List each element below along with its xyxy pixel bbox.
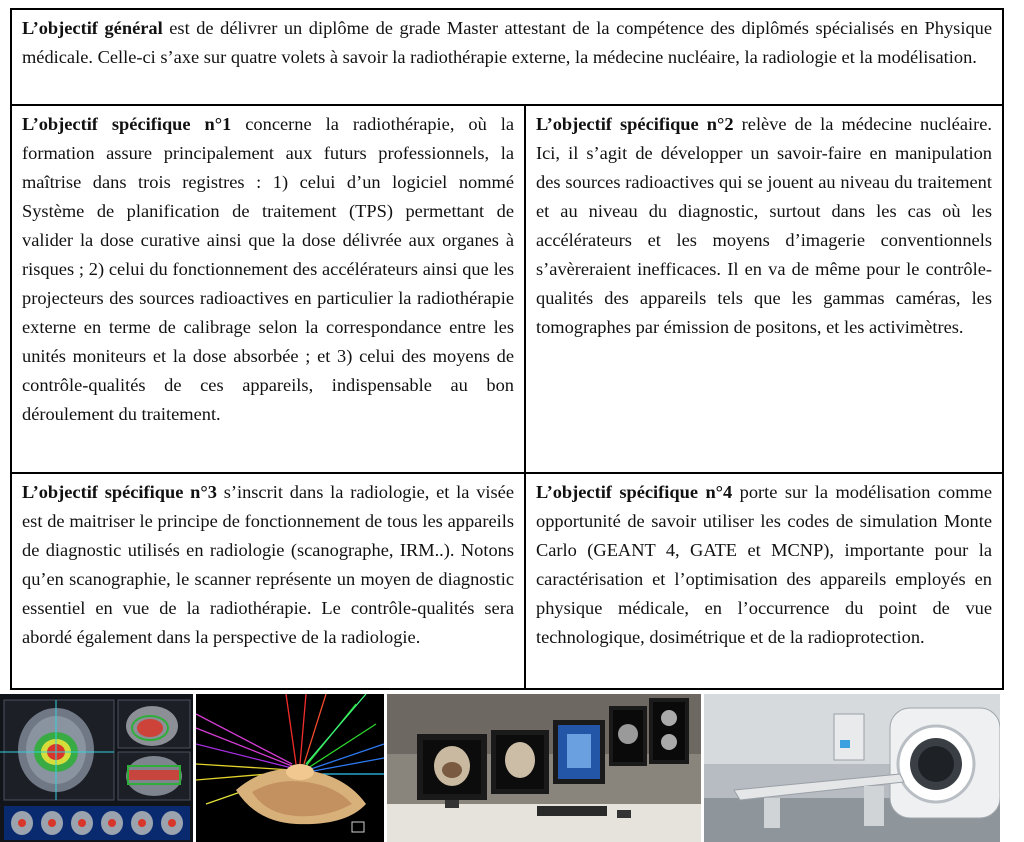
specific-objective-3-heading: L’objectif spécifique n°3 [22, 482, 217, 502]
specific-objective-2-cell [525, 105, 1003, 473]
specific-objective-1-cell [11, 105, 525, 473]
ct-scanner-room-icon [704, 694, 1000, 842]
general-objective-cell [11, 9, 1003, 105]
general-objective-heading: L’objectif général [22, 18, 163, 38]
specific-objective-1-heading: L’objectif spécifique n°1 [22, 114, 232, 134]
radiotherapy-planning-scan-icon [0, 694, 193, 842]
specific-objective-2-heading: L’objectif spécifique n°2 [536, 114, 734, 134]
objectives-table [10, 8, 1004, 690]
specific-objective-2-text: relève de la médecine nucléaire. Ici, il s’agit de développer un savoir-faire en manipulation des sources radioactives qui se jouent au niveau du traitement et au niveau du diagnostic, surtout dans les cas où les accélérateurs et les moyens d’imagerie conventionnels s’avèreraient inefficaces. Il en va de même pour le contrôle-qualités des appareils tels que les gammas caméras, les tomographes par émission de positons, et les activimètres. [536, 114, 992, 337]
general-objective-text: est de délivrer un diplôme de grade Master attestant de la compétence des diplômés spécialisés en Physique médicale. Celle-ci s’axe sur quatre volets à savoir la radiothérapie externe, la médecine nucléaire, la radiologie et la modélisation. [22, 18, 992, 67]
specific-objective-4-heading: L’objectif spécifique n°4 [536, 482, 733, 502]
specific-objective-4-text: porte sur la modélisation comme opportunité de savoir utiliser les codes de simulation Monte Carlo (GEANT 4, GATE et MCNP), importante pour la caractérisation et l’optimisation des appareils employés en physique médicale, en l’occurrence du point de vue technologique, dosimétrique et de la radioprotection. [536, 482, 993, 647]
specific-objective-4-cell [525, 473, 1003, 689]
imaging-workstation-monitors-icon [387, 694, 701, 842]
photo-strip [0, 694, 1024, 842]
specific-objective-3-text: s’inscrit dans la radiologie, et la visée est de maitriser le principe de fonctionnement de tous les appareils de diagnostic utilisés en radiologie (scanographe, IRM..). Notons qu’en scanographie, le scanner représente un moyen de diagnostic essentiel en vue de la radiothérapie. Le contrôle-qualités sera abordé également dans la perspective de la radiologie. [22, 482, 515, 647]
specific-objective-1-text: concerne la radiothérapie, où la formation assure principalement aux futurs professionnels, la maîtrise dans trois registres : 1) celui d’un logiciel nommé Système de planification de traitement (TPS) permettant de valider la dose curative ainsi que la dose délivrée aux organes à risques ; 2) celui du fonctionnement des accélérateurs ainsi que les projecteurs des sources radioactives en particulier la radiothérapie externe en terme de calibrage selon la correspondance entre les unités moniteurs et la dose absorbée ; et 3) celui des moyens de contrôle-qualités de ces appareils, indispensable au bon déroulement du traitement. [22, 114, 515, 424]
monte-carlo-beam-simulation-icon [196, 694, 384, 842]
specific-objective-3-cell [11, 473, 525, 689]
